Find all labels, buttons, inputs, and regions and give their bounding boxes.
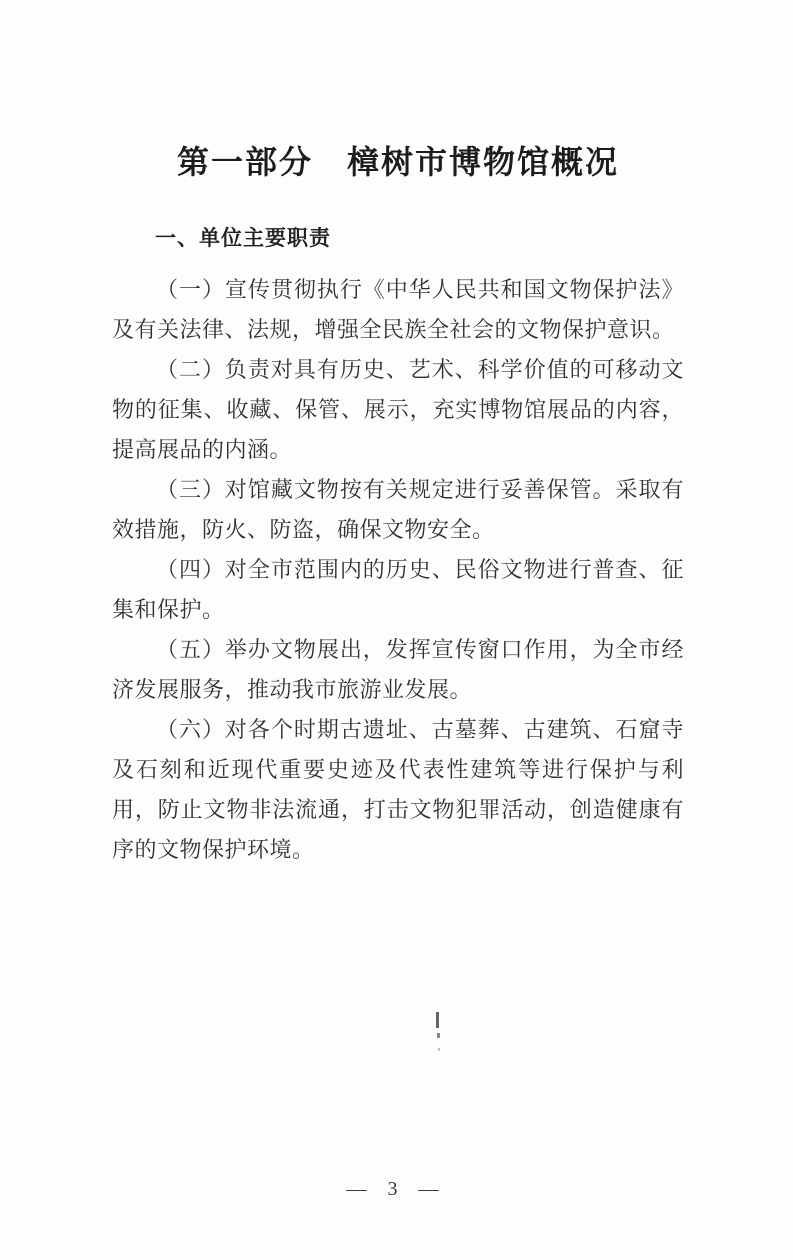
scan-artifact-speck <box>438 1048 440 1051</box>
duty-paragraph-5: （五）举办文物展出，发挥宣传窗口作用，为全市经济发展服务，推动我市旅游业发展。 <box>112 637 684 702</box>
duty-paragraph-3: （三）对馆藏文物按有关规定进行妥善保管。采取有效措施，防火、防盗，确保文物安全。 <box>112 477 684 542</box>
document-content <box>0 138 793 870</box>
scan-artifact-dot <box>437 1033 440 1038</box>
duty-paragraph-4: （四）对全市范围内的历史、民俗文物进行普查、征集和保护。 <box>112 557 684 622</box>
scan-artifact-bar <box>436 1012 439 1028</box>
duty-paragraph-6: （六）对各个时期古遗址、古墓葬、古建筑、石窟寺及石刻和近现代重要史迹及代表性建筑等进行保护与利用，防止文物非法流通，打击文物犯罪活动，创造健康有序的文物保护环境。 <box>112 717 684 862</box>
duty-paragraph-1: （一）宣传贯彻执行《中华人民共和国文物保护法》及有关法律、法规，增强全民族全社会的文物保护意识。 <box>112 277 684 342</box>
page-number: — 3 — <box>346 1178 447 1200</box>
document-title: 第一部分 樟树市博物馆概况 <box>176 144 619 180</box>
scanned-document-page <box>0 138 793 1260</box>
duty-paragraph-list <box>112 270 684 870</box>
scan-artifact-mark <box>436 1012 440 1058</box>
section-heading: 一、单位主要职责 <box>155 227 331 250</box>
duty-paragraph-2: （二）负责对具有历史、艺术、科学价值的可移动文物的征集、收藏、保管、展示，充实博物馆展品的内容，提高展品的内涵。 <box>112 357 684 462</box>
